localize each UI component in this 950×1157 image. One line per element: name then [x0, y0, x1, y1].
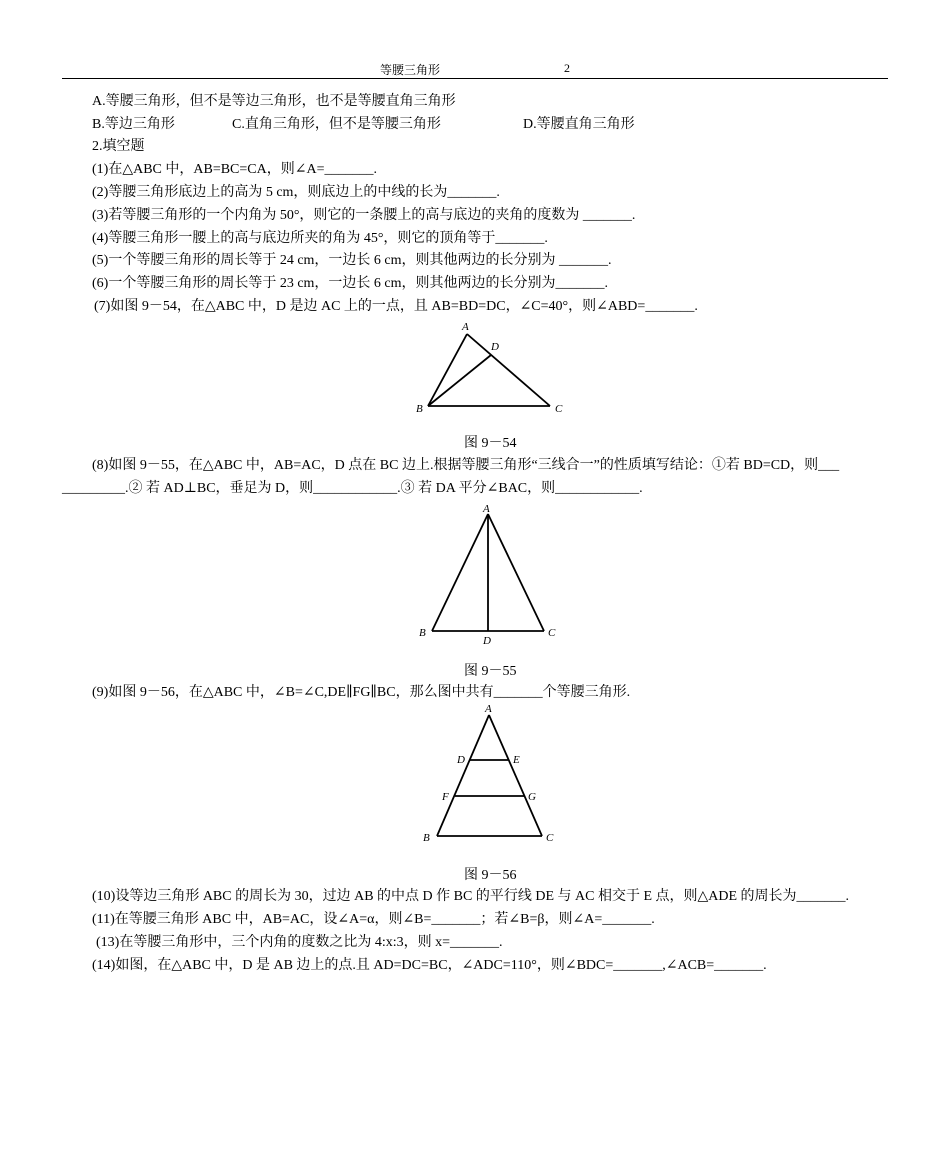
- page-number: 2: [564, 61, 570, 75]
- label-f: F: [442, 791, 449, 803]
- question-8-line-2: _________.② 若 AD⊥BC，垂足为 D，则____________.③ 若 DA 平分∠BAC，则____________.: [62, 481, 643, 496]
- figure-9-56: [418, 700, 560, 848]
- choice-c: C.直角三角形，但不是等腰三角形: [232, 117, 441, 132]
- figure-9-55: [416, 500, 566, 648]
- header-title: 等腰三角形: [380, 63, 441, 77]
- label-d: D: [483, 635, 491, 647]
- question-4: (4)等腰三角形一腰上的高与底边所夹的角为 45°，则它的顶角等于_______.: [92, 231, 548, 246]
- segment-ab: [432, 514, 488, 631]
- question-6: (6)一个等腰三角形的周长等于 23 cm，一边长 6 cm，则其他两边的长分别为_______.: [92, 276, 609, 291]
- question-8-line-1: (8)如图 9－55，在△ABC 中，AB=AC，D 点在 BC 边上.根据等腰三角形“三线合一”的性质填写结论：①若 BD=CD，则___: [92, 458, 840, 473]
- question-13: (13)在等腰三角形中，三个内角的度数之比为 4:x:3，则 x=_______.: [96, 935, 503, 950]
- question-1: (1)在△ABC 中，AB=BC=CA，则∠A=_______.: [92, 162, 377, 177]
- segment-ab: [428, 334, 467, 406]
- figure-caption-9-56: 图 9－56: [464, 868, 517, 883]
- question-9: (9)如图 9－56，在△ABC 中，∠B=∠C,DE∥FG∥BC，那么图中共有_______个等腰三角形.: [92, 685, 631, 700]
- question-2: (2)等腰三角形底边上的高为 5 cm，则底边上的中线的长为_______.: [92, 185, 500, 200]
- label-a: A: [483, 503, 490, 515]
- segment-ac: [488, 514, 544, 631]
- choice-d: D.等腰直角三角形: [523, 117, 635, 132]
- label-c: C: [555, 403, 563, 415]
- section-title: 2.填空题: [92, 139, 145, 154]
- label-g: G: [528, 791, 536, 803]
- label-a: A: [462, 321, 469, 333]
- segment-ac: [467, 334, 550, 406]
- choice-a: A.等腰三角形，但不是等边三角形，也不是等腰直角三角形: [92, 94, 456, 109]
- label-b: B: [416, 403, 423, 415]
- figure-caption-9-54: 图 9－54: [464, 436, 517, 451]
- segment-ab: [437, 715, 489, 836]
- label-b: B: [419, 627, 426, 639]
- label-c: C: [546, 832, 554, 844]
- figure-caption-9-55: 图 9－55: [464, 664, 517, 679]
- question-10: (10)设等边三角形 ABC 的周长为 30，过边 AB 的中点 D 作 BC 的平行线 DE 与 AC 相交于 E 点，则△ADE 的周长为_______.: [92, 889, 850, 904]
- question-7: (7)如图 9－54，在△ABC 中，D 是边 AC 上的一点，且 AB=BD=DC，∠C=40°，则∠ABD=_______.: [94, 299, 698, 314]
- question-3: (3)若等腰三角形的一个内角为 50°，则它的一条腰上的高与底边的夹角的度数为 _______.: [92, 208, 636, 223]
- segment-bd: [428, 355, 491, 406]
- page-header: [62, 60, 888, 79]
- label-a: A: [485, 703, 492, 715]
- choice-row: [92, 115, 892, 135]
- label-b: B: [423, 832, 430, 844]
- question-14: (14)如图，在△ABC 中，D 是 AB 边上的点.且 AD=DC=BC，∠ADC=110°，则∠BDC=_______,∠ACB=_______.: [92, 958, 767, 973]
- label-c: C: [548, 627, 556, 639]
- question-5: (5)一个等腰三角形的周长等于 24 cm，一边长 6 cm，则其他两边的长分别为 _______.: [92, 253, 612, 268]
- figure-9-54: [410, 318, 570, 420]
- label-e: E: [513, 754, 520, 766]
- label-d: D: [491, 341, 499, 353]
- question-11: (11)在等腰三角形 ABC 中，AB=AC，设∠A=α，则∠B=_______；若∠B=β，则∠A=_______.: [92, 912, 655, 927]
- label-d: D: [457, 754, 465, 766]
- choice-b: B.等边三角形: [92, 117, 175, 132]
- segment-ac: [489, 715, 542, 836]
